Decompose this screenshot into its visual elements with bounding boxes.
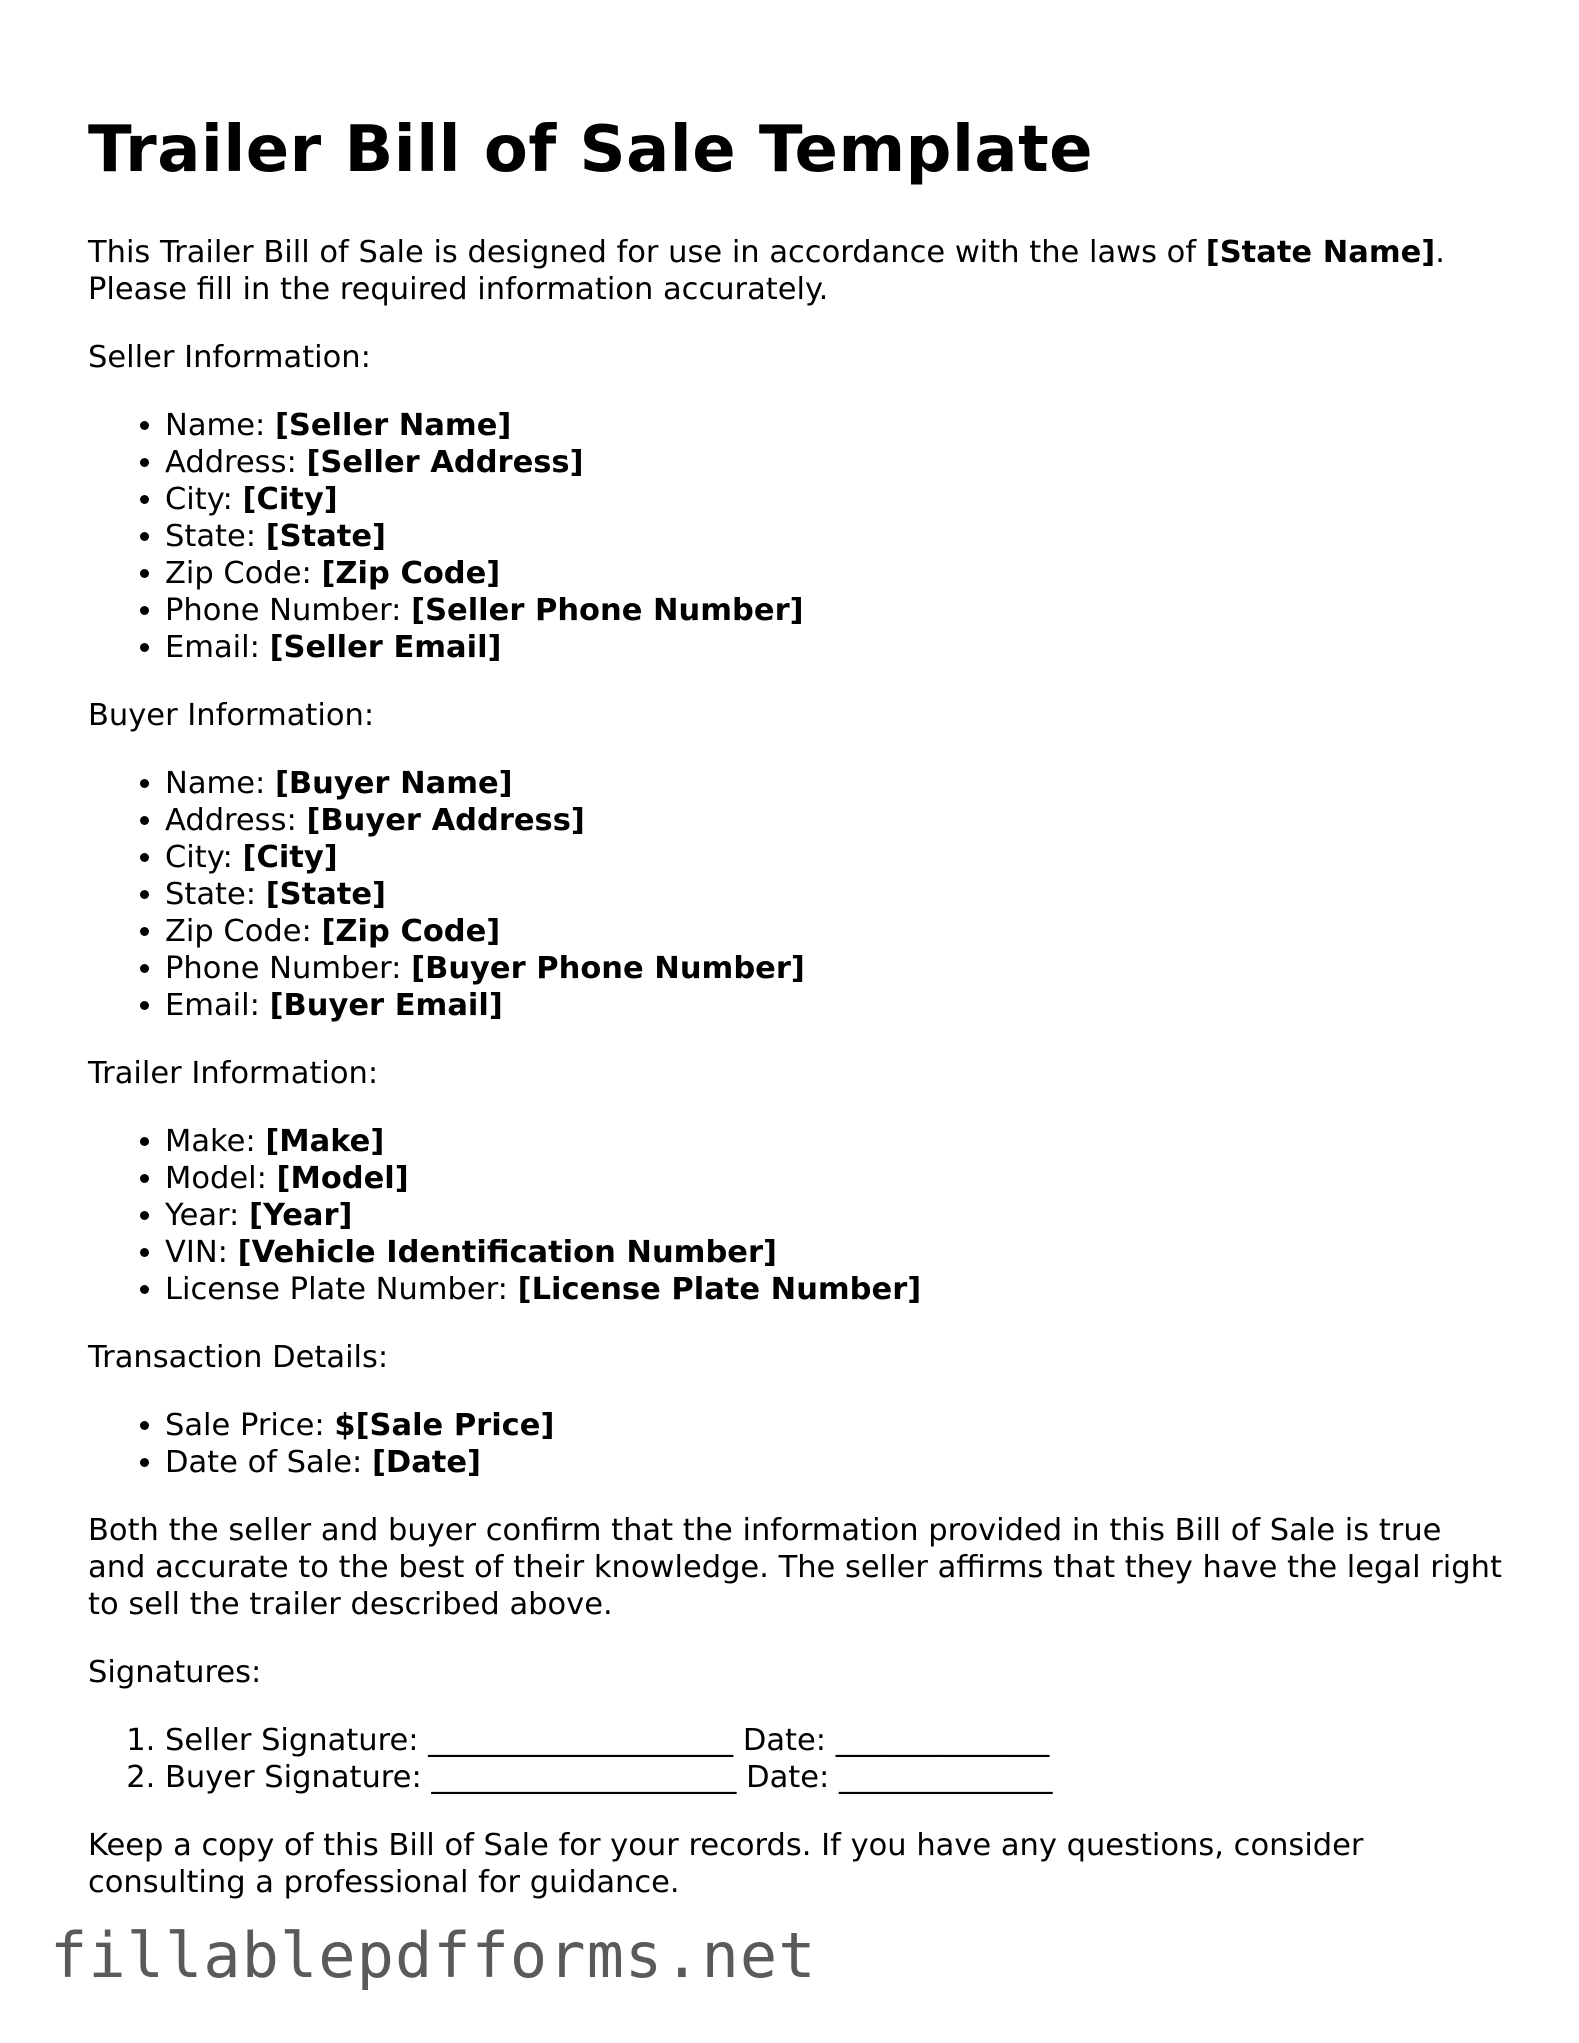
list-item (165, 950, 1508, 987)
signatures-list (88, 1722, 1508, 1796)
confirmation-paragraph: Both the seller and buyer confirm that the information provided in this Bill of Sale is true and accurate to the best of their knowledge. The seller affirms that they have the legal right to sell the trailer described above. (88, 1513, 1502, 1622)
intro-text-before: This Trailer Bill of Sale is designed for use in accordance with the laws of (88, 235, 1206, 270)
seller-signature-line: 1. Seller Signature: ____________________ Date: ______________ (165, 1722, 1508, 1759)
intro-paragraph (88, 234, 1508, 308)
list-item (165, 913, 1508, 950)
list-item (165, 1160, 1508, 1197)
list-item (165, 1197, 1508, 1234)
item-label: State: (165, 519, 266, 554)
list-item (165, 629, 1508, 666)
closing-paragraph: Keep a copy of this Bill of Sale for your records. If you have any questions, consider consulting a professional for guidance. (88, 1828, 1364, 1900)
item-value: [City] (242, 482, 338, 517)
item-value: [Seller Address] (306, 445, 584, 480)
item-value: [Year] (249, 1198, 353, 1233)
item-label: License Plate Number: (165, 1272, 518, 1307)
signatures-heading: Signatures: (88, 1655, 262, 1690)
item-label: Year: (165, 1198, 250, 1233)
trailer-list (88, 1123, 1508, 1308)
item-value: [Make] (265, 1124, 385, 1159)
transaction-heading: Transaction Details: (88, 1340, 389, 1375)
list-item (165, 1123, 1508, 1160)
item-value: [State] (265, 877, 386, 912)
item-label: Sale Price: (165, 1408, 335, 1443)
transaction-list (88, 1407, 1508, 1481)
item-value: [Zip Code] (321, 556, 501, 591)
list-item (165, 987, 1508, 1024)
list-item (165, 518, 1508, 555)
list-item (165, 1444, 1508, 1481)
item-value: [State] (265, 519, 386, 554)
list-item (165, 802, 1508, 839)
item-label: Name: (165, 766, 275, 801)
item-value: [Buyer Email] (269, 988, 503, 1023)
item-value: [License Plate Number] (517, 1272, 922, 1307)
document (88, 108, 1508, 1932)
buyer-list (88, 765, 1508, 1024)
list-item (165, 444, 1508, 481)
item-value: [Buyer Address] (306, 803, 585, 838)
watermark: fillablepdfforms.net (50, 1919, 817, 1992)
item-value: [Date] (371, 1445, 481, 1480)
item-label: Email: (165, 630, 270, 665)
item-label: Zip Code: (165, 914, 322, 949)
item-value: [Seller Name] (274, 408, 512, 443)
list-item (165, 1407, 1508, 1444)
item-label: Email: (165, 988, 270, 1023)
item-label: Phone Number: (165, 593, 412, 628)
seller-list (88, 407, 1508, 666)
list-item (165, 592, 1508, 629)
item-label: Zip Code: (165, 556, 322, 591)
item-label: Address: (165, 803, 307, 838)
item-label: Date of Sale: (165, 1445, 372, 1480)
list-item (165, 876, 1508, 913)
item-label: Name: (165, 408, 275, 443)
item-value: [Zip Code] (321, 914, 501, 949)
list-item (165, 1234, 1508, 1271)
item-value: [Seller Phone Number] (411, 593, 804, 628)
item-value: [Model] (276, 1161, 409, 1196)
buyer-heading: Buyer Information: (88, 698, 375, 733)
buyer-signature-line: 2. Buyer Signature: ____________________ Date: ______________ (165, 1759, 1508, 1796)
item-label: Model: (165, 1161, 277, 1196)
item-label: State: (165, 877, 266, 912)
page-title: Trailer Bill of Sale Template (88, 113, 1094, 187)
item-label: VIN: (165, 1235, 238, 1270)
state-name-placeholder: [State Name] (1205, 235, 1436, 270)
item-label: City: (165, 482, 243, 517)
item-label: Address: (165, 445, 307, 480)
item-label: City: (165, 840, 243, 875)
item-value: [Buyer Phone Number] (411, 951, 805, 986)
item-value: [Vehicle Identification Number] (237, 1235, 777, 1270)
seller-heading: Seller Information: (88, 340, 371, 375)
item-label: Make: (165, 1124, 266, 1159)
intro-text-after: . Please fill in the required information accurately. (88, 235, 1445, 307)
list-item (165, 765, 1508, 802)
item-value: [Buyer Name] (274, 766, 513, 801)
trailer-heading: Trailer Information: (88, 1056, 379, 1091)
item-value: [City] (242, 840, 338, 875)
item-label: Phone Number: (165, 951, 412, 986)
list-item (165, 555, 1508, 592)
item-value: $[Sale Price] (334, 1408, 555, 1443)
list-item (165, 481, 1508, 518)
list-item (165, 1271, 1508, 1308)
item-value: [Seller Email] (269, 630, 502, 665)
list-item (165, 407, 1508, 444)
list-item (165, 839, 1508, 876)
